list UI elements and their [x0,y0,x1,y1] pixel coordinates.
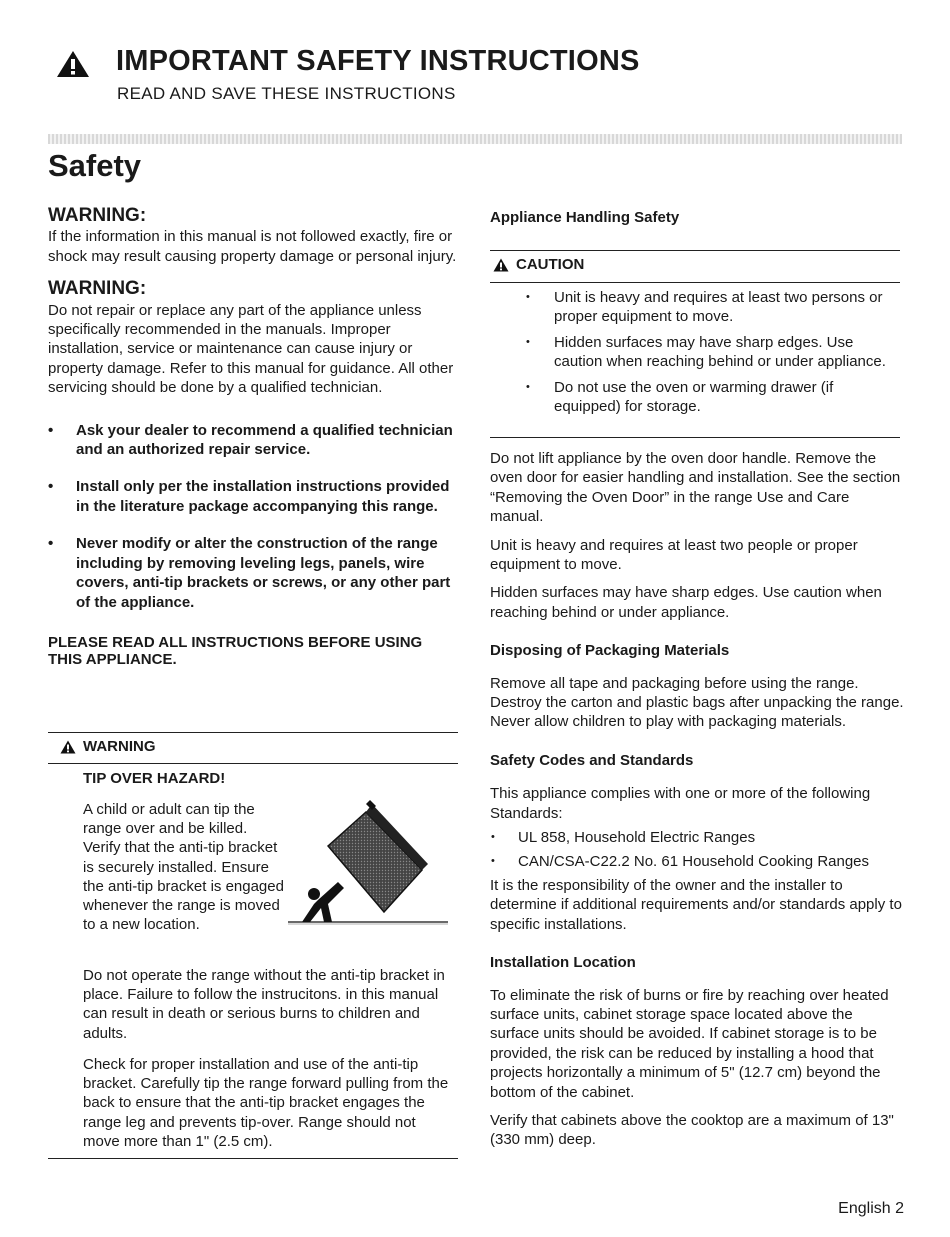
warning-box-bottom-rule [48,1158,458,1159]
list-item: • Hidden surfaces may have sharp edges. Use caution when reaching behind or under appliance. [490,333,890,372]
list-item: • Never modify or alter the construction of the range including by removing leveling legs, panels, wire covers, anti-tip brackets or screws, or any other part of the appliance. [48,534,458,612]
codes-heading: Safety Codes and Standards [490,751,694,769]
warning-heading-1: WARNING: [48,205,147,226]
warning-box-label: WARNING [83,738,156,755]
header-divider [48,134,902,144]
caution-label: CAUTION [516,256,585,273]
list-item: • Install only per the installation instructions provided in the literature package accompanying this range. [48,477,458,516]
list-item: • Unit is heavy and requires at least two persons or proper equipment to move. [490,288,890,327]
page-main-title: IMPORTANT SAFETY INSTRUCTIONS [116,45,640,77]
codes-text: It is the responsibility of the owner and the installer to determine if additional requirements and/or standards apply to specific installations. [490,876,902,933]
right-column-body [490,449,904,1150]
location-para-2: Verify that cabinets above the cooktop are a maximum of 13" (330 mm) deep. [490,1111,894,1149]
warning-heading-2: WARNING: [48,278,147,300]
codes-intro: This appliance complies with one or more of the following Standards: [490,785,871,822]
location-heading: Installation Location [490,954,636,972]
hazard-title: TIP OVER HAZARD! [83,770,226,787]
handling-para-1: Do not lift appliance by the oven door handle. Remove the oven door for easier handling and installation. See the section “Removing the Oven Door” in the range Use and Care manual. [490,450,901,526]
caution-box-bottom-rule [490,437,900,438]
location-para-1: To eliminate the risk of burns or fire by reaching over heated surface units, cabinet storage space located above the surface units should be avoided. If cabinet storage is to be provided, the risk can be reduced by installing a hood that projects horizontally a minimum of 5" (12.7 cm) beyond the bottom of the cabinet. [490,986,889,1101]
disposing-text: Remove all tape and packaging before using the range. Destroy the carton and plastic bags after unpacking the range. Never allow children to play with packaging materials. [490,674,904,731]
tip-over-para-1: Do not operate the range without the anti-tip bracket in place. Failure to follow the instrucitons. in this manual can result in death or serious burns to children and adults. [83,967,445,1042]
disposing-heading: Disposing of Packaging Materials [490,642,730,660]
caution-label-rule [490,282,900,283]
tip-over-illustration [288,800,450,928]
tip-over-para-2: Check for proper installation and use of the anti-tip bracket. Carefully tip the range forward pulling from the back to ensure that the anti-tip bracket engages the range leg and prevents tip-over. Range should not move more than 1" (2.5 cm). [83,1056,449,1150]
please-read-notice: PLEASE READ ALL INSTRUCTIONS BEFORE USING THIS APPLIANCE. [48,633,423,668]
caution-triangle-icon [493,258,509,272]
section-title: Safety [48,148,142,183]
warning-triangle-icon [56,50,90,78]
list-item: • Do not use the oven or warming drawer (if equipped) for storage. [490,378,890,417]
handling-para-2: Unit is heavy and requires at least two people or proper equipment to move. [490,536,858,574]
list-item: • CAN/CSA-C22.2 No. 61 Household Cooking Ranges [490,852,904,871]
bold-bullet-list [48,421,458,612]
hazard-text: A child or adult can tip the range over and be killed. Verify that the anti-tip bracket is securely installed. Ensure the anti-tip bracket is engaged whenever the range is moved to a new location. [83,801,284,934]
handling-heading: Appliance Handling Safety [490,209,680,226]
warning-box-label-rule [48,763,458,764]
warning-text-1: If the information in this manual is not followed exactly, fire or shock may result causing property damage or personal injury. [48,228,457,265]
codes-list [490,828,904,871]
list-item: • UL 858, Household Electric Ranges [490,828,904,847]
warning-triangle-icon [60,740,76,754]
warning-box-top-rule [48,732,458,733]
caution-list [490,288,890,422]
page-subtitle: READ AND SAVE THESE INSTRUCTIONS [117,84,456,103]
left-column [48,206,460,668]
list-item: • Ask your dealer to recommend a qualified technician and an authorized repair service. [48,421,458,460]
warning-text-2: Do not repair or replace any part of the appliance unless specifically recommended in the manuals. Improper installation, service or maintenance can cause injury or property damage. Refer to this manual for guidance. All other servicing should be done by a qualified technician. [48,301,454,397]
page-number: English 2 [838,1200,904,1217]
caution-box-top-rule [490,250,900,251]
handling-para-3: Hidden surfaces may have sharp edges. Use caution when reaching behind or under appliance. [490,584,882,621]
